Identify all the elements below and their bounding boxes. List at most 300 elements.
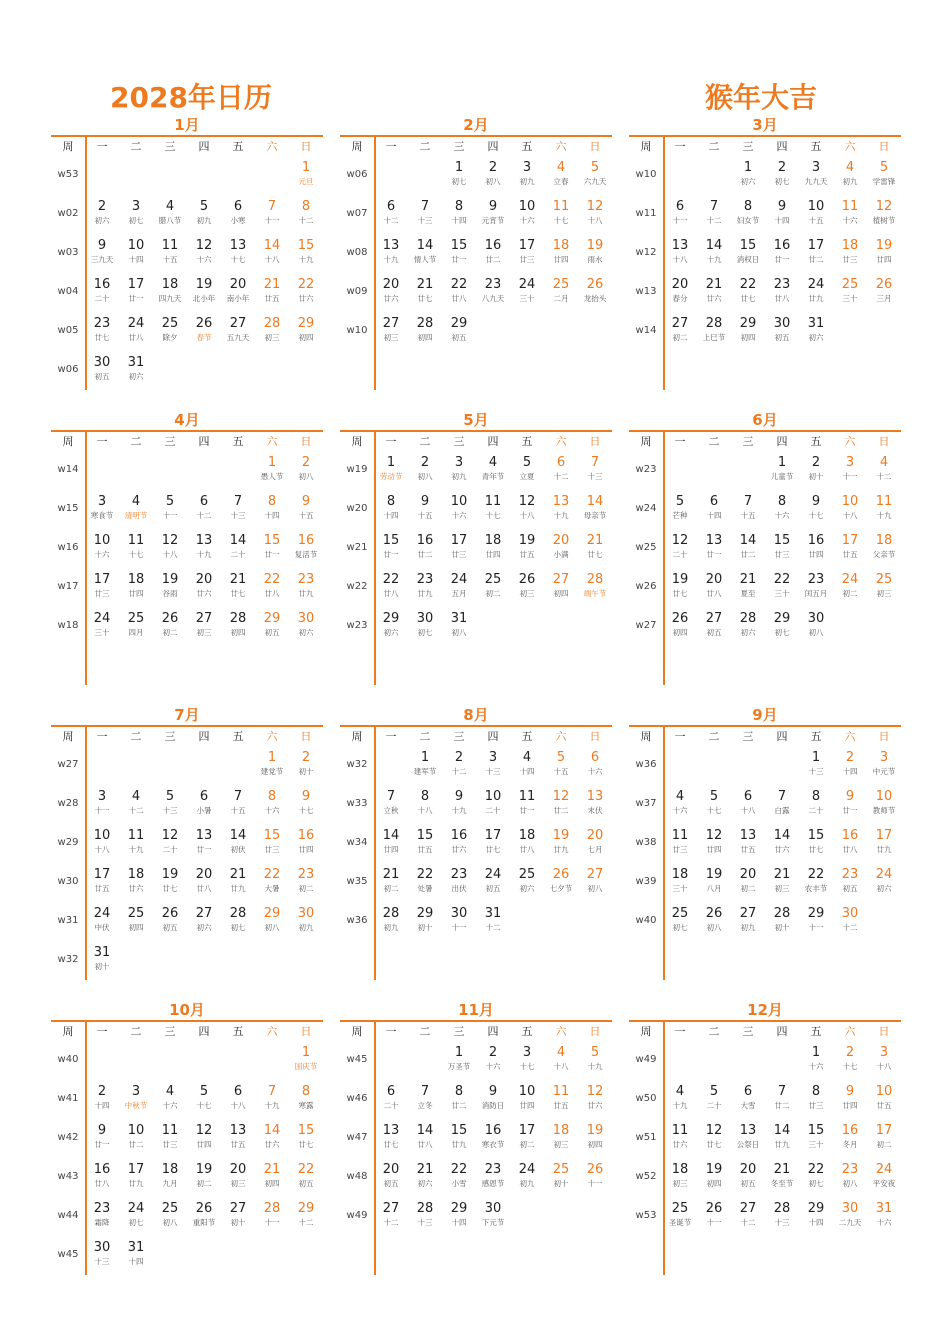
day-number[interactable]: 7: [267, 1084, 277, 1099]
day-number[interactable]: 22: [450, 1162, 468, 1177]
day-number[interactable]: 4: [522, 750, 532, 765]
day-number[interactable]: 9: [488, 1084, 498, 1099]
day-number[interactable]: 19: [161, 572, 179, 587]
day-number[interactable]: 25: [484, 572, 502, 587]
day-number[interactable]: 19: [671, 572, 689, 587]
day-number[interactable]: 24: [93, 611, 111, 626]
day-number[interactable]: 17: [450, 533, 468, 548]
day-number[interactable]: 25: [518, 867, 536, 882]
day-number[interactable]: 20: [671, 277, 689, 292]
day-number[interactable]: 26: [705, 906, 723, 921]
day-number[interactable]: 10: [93, 828, 111, 843]
day-number[interactable]: 17: [518, 1123, 536, 1138]
day-number[interactable]: 11: [161, 1123, 179, 1138]
day-number[interactable]: 2: [301, 750, 311, 765]
day-number[interactable]: 29: [297, 316, 315, 331]
day-number[interactable]: 6: [709, 494, 719, 509]
day-number[interactable]: 28: [263, 1201, 281, 1216]
day-number[interactable]: 20: [586, 828, 604, 843]
day-number[interactable]: 30: [297, 611, 315, 626]
day-number[interactable]: 8: [454, 1084, 464, 1099]
day-number[interactable]: 9: [301, 789, 311, 804]
day-number[interactable]: 14: [263, 1123, 281, 1138]
day-number[interactable]: 8: [811, 1084, 821, 1099]
day-number[interactable]: 15: [450, 1123, 468, 1138]
day-number[interactable]: 1: [420, 750, 430, 765]
day-number[interactable]: 5: [709, 789, 719, 804]
day-number[interactable]: 26: [161, 611, 179, 626]
day-number[interactable]: 4: [675, 789, 685, 804]
day-number[interactable]: 18: [875, 533, 893, 548]
day-number[interactable]: 16: [93, 1162, 111, 1177]
day-number[interactable]: 27: [229, 316, 247, 331]
day-number[interactable]: 13: [671, 238, 689, 253]
day-number[interactable]: 11: [552, 199, 570, 214]
day-number[interactable]: 18: [671, 1162, 689, 1177]
day-number[interactable]: 19: [705, 867, 723, 882]
day-number[interactable]: 30: [297, 906, 315, 921]
day-number[interactable]: 31: [127, 355, 145, 370]
day-number[interactable]: 21: [416, 1162, 434, 1177]
day-number[interactable]: 15: [416, 828, 434, 843]
day-number[interactable]: 29: [297, 1201, 315, 1216]
day-number[interactable]: 21: [229, 867, 247, 882]
day-number[interactable]: 10: [875, 1084, 893, 1099]
day-number[interactable]: 5: [165, 494, 175, 509]
day-number[interactable]: 26: [195, 316, 213, 331]
day-number[interactable]: 4: [556, 1045, 566, 1060]
day-number[interactable]: 26: [671, 611, 689, 626]
day-number[interactable]: 21: [416, 277, 434, 292]
day-number[interactable]: 1: [811, 750, 821, 765]
day-number[interactable]: 30: [450, 906, 468, 921]
day-number[interactable]: 2: [845, 750, 855, 765]
day-number[interactable]: 24: [518, 1162, 536, 1177]
day-number[interactable]: 9: [97, 238, 107, 253]
day-number[interactable]: 6: [590, 750, 600, 765]
day-number[interactable]: 29: [807, 906, 825, 921]
day-number[interactable]: 31: [484, 906, 502, 921]
day-number[interactable]: 25: [127, 611, 145, 626]
day-number[interactable]: 9: [301, 494, 311, 509]
day-number[interactable]: 11: [875, 494, 893, 509]
day-number[interactable]: 14: [382, 828, 400, 843]
day-number[interactable]: 3: [131, 1084, 141, 1099]
day-number[interactable]: 20: [382, 1162, 400, 1177]
day-number[interactable]: 8: [454, 199, 464, 214]
day-number[interactable]: 1: [386, 455, 396, 470]
day-number[interactable]: 1: [301, 160, 311, 175]
day-number[interactable]: 15: [807, 1123, 825, 1138]
day-number[interactable]: 2: [777, 160, 787, 175]
day-number[interactable]: 15: [263, 828, 281, 843]
day-number[interactable]: 24: [875, 1162, 893, 1177]
day-number[interactable]: 14: [263, 238, 281, 253]
day-number[interactable]: 18: [161, 1162, 179, 1177]
day-number[interactable]: 22: [450, 277, 468, 292]
day-number[interactable]: 13: [195, 828, 213, 843]
day-number[interactable]: 17: [127, 277, 145, 292]
day-number[interactable]: 11: [671, 828, 689, 843]
day-number[interactable]: 13: [586, 789, 604, 804]
day-number[interactable]: 27: [382, 316, 400, 331]
day-number[interactable]: 31: [450, 611, 468, 626]
day-number[interactable]: 6: [556, 455, 566, 470]
day-number[interactable]: 16: [841, 1123, 859, 1138]
day-number[interactable]: 6: [386, 199, 396, 214]
day-number[interactable]: 12: [195, 238, 213, 253]
day-number[interactable]: 16: [841, 828, 859, 843]
day-number[interactable]: 20: [739, 867, 757, 882]
day-number[interactable]: 15: [807, 828, 825, 843]
day-number[interactable]: 28: [739, 611, 757, 626]
day-number[interactable]: 2: [301, 455, 311, 470]
day-number[interactable]: 7: [709, 199, 719, 214]
day-number[interactable]: 19: [875, 238, 893, 253]
day-number[interactable]: 29: [807, 1201, 825, 1216]
day-number[interactable]: 22: [263, 867, 281, 882]
day-number[interactable]: 22: [807, 867, 825, 882]
day-number[interactable]: 21: [586, 533, 604, 548]
day-number[interactable]: 27: [671, 316, 689, 331]
day-number[interactable]: 5: [590, 160, 600, 175]
day-number[interactable]: 17: [518, 238, 536, 253]
day-number[interactable]: 29: [773, 611, 791, 626]
day-number[interactable]: 14: [229, 533, 247, 548]
day-number[interactable]: 5: [199, 199, 209, 214]
day-number[interactable]: 1: [267, 750, 277, 765]
day-number[interactable]: 30: [93, 1240, 111, 1255]
day-number[interactable]: 24: [875, 867, 893, 882]
day-number[interactable]: 4: [165, 199, 175, 214]
day-number[interactable]: 2: [488, 1045, 498, 1060]
day-number[interactable]: 13: [705, 533, 723, 548]
day-number[interactable]: 13: [739, 1123, 757, 1138]
day-number[interactable]: 30: [93, 355, 111, 370]
day-number[interactable]: 15: [382, 533, 400, 548]
day-number[interactable]: 14: [416, 1123, 434, 1138]
day-number[interactable]: 9: [777, 199, 787, 214]
day-number[interactable]: 8: [743, 199, 753, 214]
day-number[interactable]: 7: [420, 1084, 430, 1099]
day-number[interactable]: 2: [488, 160, 498, 175]
day-number[interactable]: 24: [518, 277, 536, 292]
day-number[interactable]: 17: [841, 533, 859, 548]
day-number[interactable]: 12: [671, 533, 689, 548]
day-number[interactable]: 21: [263, 277, 281, 292]
day-number[interactable]: 17: [127, 1162, 145, 1177]
day-number[interactable]: 19: [195, 1162, 213, 1177]
day-number[interactable]: 31: [127, 1240, 145, 1255]
day-number[interactable]: 14: [773, 1123, 791, 1138]
day-number[interactable]: 8: [811, 789, 821, 804]
day-number[interactable]: 8: [301, 199, 311, 214]
day-number[interactable]: 27: [229, 1201, 247, 1216]
day-number[interactable]: 29: [450, 316, 468, 331]
day-number[interactable]: 10: [841, 494, 859, 509]
day-number[interactable]: 30: [416, 611, 434, 626]
day-number[interactable]: 21: [739, 572, 757, 587]
day-number[interactable]: 19: [552, 828, 570, 843]
day-number[interactable]: 16: [450, 828, 468, 843]
day-number[interactable]: 30: [484, 1201, 502, 1216]
day-number[interactable]: 17: [484, 828, 502, 843]
day-number[interactable]: 25: [841, 277, 859, 292]
day-number[interactable]: 3: [131, 199, 141, 214]
day-number[interactable]: 6: [743, 1084, 753, 1099]
day-number[interactable]: 30: [841, 1201, 859, 1216]
day-number[interactable]: 11: [127, 533, 145, 548]
day-number[interactable]: 7: [267, 199, 277, 214]
day-number[interactable]: 3: [97, 789, 107, 804]
day-number[interactable]: 17: [807, 238, 825, 253]
day-number[interactable]: 21: [229, 572, 247, 587]
day-number[interactable]: 12: [586, 199, 604, 214]
day-number[interactable]: 4: [131, 789, 141, 804]
day-number[interactable]: 25: [671, 1201, 689, 1216]
day-number[interactable]: 21: [773, 1162, 791, 1177]
day-number[interactable]: 12: [161, 533, 179, 548]
day-number[interactable]: 23: [484, 277, 502, 292]
day-number[interactable]: 18: [552, 1123, 570, 1138]
day-number[interactable]: 21: [382, 867, 400, 882]
day-number[interactable]: 21: [263, 1162, 281, 1177]
day-number[interactable]: 10: [875, 789, 893, 804]
day-number[interactable]: 29: [263, 906, 281, 921]
day-number[interactable]: 3: [97, 494, 107, 509]
day-number[interactable]: 22: [807, 1162, 825, 1177]
day-number[interactable]: 17: [93, 572, 111, 587]
day-number[interactable]: 20: [382, 277, 400, 292]
day-number[interactable]: 24: [127, 316, 145, 331]
day-number[interactable]: 5: [675, 494, 685, 509]
day-number[interactable]: 27: [382, 1201, 400, 1216]
day-number[interactable]: 12: [161, 828, 179, 843]
day-number[interactable]: 25: [552, 1162, 570, 1177]
day-number[interactable]: 13: [229, 238, 247, 253]
day-number[interactable]: 3: [879, 750, 889, 765]
day-number[interactable]: 14: [739, 533, 757, 548]
day-number[interactable]: 1: [267, 455, 277, 470]
day-number[interactable]: 9: [97, 1123, 107, 1138]
day-number[interactable]: 7: [777, 1084, 787, 1099]
day-number[interactable]: 12: [518, 494, 536, 509]
day-number[interactable]: 3: [454, 455, 464, 470]
day-number[interactable]: 3: [522, 160, 532, 175]
day-number[interactable]: 10: [807, 199, 825, 214]
day-number[interactable]: 24: [841, 572, 859, 587]
day-number[interactable]: 23: [416, 572, 434, 587]
day-number[interactable]: 13: [382, 238, 400, 253]
day-number[interactable]: 3: [811, 160, 821, 175]
day-number[interactable]: 25: [875, 572, 893, 587]
day-number[interactable]: 9: [488, 199, 498, 214]
day-number[interactable]: 18: [127, 867, 145, 882]
day-number[interactable]: 7: [777, 789, 787, 804]
day-number[interactable]: 29: [739, 316, 757, 331]
day-number[interactable]: 4: [131, 494, 141, 509]
day-number[interactable]: 10: [450, 494, 468, 509]
day-number[interactable]: 22: [739, 277, 757, 292]
day-number[interactable]: 11: [841, 199, 859, 214]
day-number[interactable]: 18: [671, 867, 689, 882]
day-number[interactable]: 15: [297, 1123, 315, 1138]
day-number[interactable]: 29: [450, 1201, 468, 1216]
day-number[interactable]: 1: [454, 160, 464, 175]
day-number[interactable]: 26: [161, 906, 179, 921]
day-number[interactable]: 22: [297, 1162, 315, 1177]
day-number[interactable]: 22: [382, 572, 400, 587]
day-number[interactable]: 28: [773, 1201, 791, 1216]
day-number[interactable]: 11: [671, 1123, 689, 1138]
day-number[interactable]: 17: [875, 828, 893, 843]
day-number[interactable]: 17: [93, 867, 111, 882]
day-number[interactable]: 30: [807, 611, 825, 626]
day-number[interactable]: 2: [420, 455, 430, 470]
day-number[interactable]: 27: [705, 611, 723, 626]
day-number[interactable]: 24: [807, 277, 825, 292]
day-number[interactable]: 28: [586, 572, 604, 587]
day-number[interactable]: 20: [229, 277, 247, 292]
day-number[interactable]: 12: [705, 1123, 723, 1138]
day-number[interactable]: 3: [488, 750, 498, 765]
day-number[interactable]: 28: [229, 611, 247, 626]
day-number[interactable]: 23: [841, 1162, 859, 1177]
day-number[interactable]: 23: [841, 867, 859, 882]
day-number[interactable]: 16: [773, 238, 791, 253]
day-number[interactable]: 23: [93, 316, 111, 331]
day-number[interactable]: 23: [297, 572, 315, 587]
day-number[interactable]: 16: [93, 277, 111, 292]
day-number[interactable]: 18: [484, 533, 502, 548]
day-number[interactable]: 3: [879, 1045, 889, 1060]
day-number[interactable]: 1: [743, 160, 753, 175]
day-number[interactable]: 26: [705, 1201, 723, 1216]
day-number[interactable]: 24: [93, 906, 111, 921]
day-number[interactable]: 26: [586, 1162, 604, 1177]
day-number[interactable]: 24: [127, 1201, 145, 1216]
day-number[interactable]: 23: [450, 867, 468, 882]
day-number[interactable]: 31: [875, 1201, 893, 1216]
day-number[interactable]: 27: [739, 906, 757, 921]
day-number[interactable]: 20: [229, 1162, 247, 1177]
day-number[interactable]: 7: [420, 199, 430, 214]
day-number[interactable]: 20: [195, 867, 213, 882]
day-number[interactable]: 12: [586, 1084, 604, 1099]
day-number[interactable]: 23: [93, 1201, 111, 1216]
day-number[interactable]: 22: [416, 867, 434, 882]
day-number[interactable]: 17: [875, 1123, 893, 1138]
day-number[interactable]: 3: [522, 1045, 532, 1060]
day-number[interactable]: 30: [841, 906, 859, 921]
day-number[interactable]: 10: [127, 1123, 145, 1138]
day-number[interactable]: 10: [484, 789, 502, 804]
day-number[interactable]: 20: [552, 533, 570, 548]
day-number[interactable]: 16: [297, 828, 315, 843]
day-number[interactable]: 1: [777, 455, 787, 470]
day-number[interactable]: 4: [879, 455, 889, 470]
day-number[interactable]: 19: [586, 1123, 604, 1138]
day-number[interactable]: 18: [518, 828, 536, 843]
day-number[interactable]: 16: [807, 533, 825, 548]
day-number[interactable]: 14: [229, 828, 247, 843]
day-number[interactable]: 5: [709, 1084, 719, 1099]
day-number[interactable]: 8: [301, 1084, 311, 1099]
day-number[interactable]: 11: [127, 828, 145, 843]
day-number[interactable]: 6: [386, 1084, 396, 1099]
day-number[interactable]: 9: [420, 494, 430, 509]
day-number[interactable]: 13: [229, 1123, 247, 1138]
day-number[interactable]: 10: [127, 238, 145, 253]
day-number[interactable]: 14: [586, 494, 604, 509]
day-number[interactable]: 10: [518, 199, 536, 214]
day-number[interactable]: 28: [416, 316, 434, 331]
day-number[interactable]: 6: [199, 789, 209, 804]
day-number[interactable]: 8: [420, 789, 430, 804]
day-number[interactable]: 13: [739, 828, 757, 843]
day-number[interactable]: 18: [161, 277, 179, 292]
day-number[interactable]: 15: [450, 238, 468, 253]
day-number[interactable]: 6: [199, 494, 209, 509]
day-number[interactable]: 7: [590, 455, 600, 470]
day-number[interactable]: 16: [484, 1123, 502, 1138]
day-number[interactable]: 11: [518, 789, 536, 804]
day-number[interactable]: 4: [675, 1084, 685, 1099]
day-number[interactable]: 21: [705, 277, 723, 292]
day-number[interactable]: 12: [875, 199, 893, 214]
day-number[interactable]: 28: [229, 906, 247, 921]
day-number[interactable]: 28: [263, 316, 281, 331]
day-number[interactable]: 2: [811, 455, 821, 470]
day-number[interactable]: 8: [267, 789, 277, 804]
day-number[interactable]: 1: [301, 1045, 311, 1060]
day-number[interactable]: 28: [705, 316, 723, 331]
day-number[interactable]: 14: [705, 238, 723, 253]
day-number[interactable]: 18: [841, 238, 859, 253]
day-number[interactable]: 5: [556, 750, 566, 765]
day-number[interactable]: 8: [267, 494, 277, 509]
day-number[interactable]: 4: [165, 1084, 175, 1099]
day-number[interactable]: 1: [811, 1045, 821, 1060]
day-number[interactable]: 24: [450, 572, 468, 587]
day-number[interactable]: 7: [743, 494, 753, 509]
day-number[interactable]: 8: [386, 494, 396, 509]
day-number[interactable]: 2: [97, 199, 107, 214]
day-number[interactable]: 5: [522, 455, 532, 470]
day-number[interactable]: 16: [297, 533, 315, 548]
day-number[interactable]: 6: [233, 1084, 243, 1099]
day-number[interactable]: 25: [552, 277, 570, 292]
day-number[interactable]: 5: [590, 1045, 600, 1060]
day-number[interactable]: 22: [263, 572, 281, 587]
day-number[interactable]: 26: [586, 277, 604, 292]
day-number[interactable]: 10: [93, 533, 111, 548]
day-number[interactable]: 18: [127, 572, 145, 587]
day-number[interactable]: 24: [484, 867, 502, 882]
day-number[interactable]: 26: [518, 572, 536, 587]
day-number[interactable]: 13: [552, 494, 570, 509]
day-number[interactable]: 23: [297, 867, 315, 882]
day-number[interactable]: 12: [552, 789, 570, 804]
day-number[interactable]: 19: [161, 867, 179, 882]
day-number[interactable]: 2: [97, 1084, 107, 1099]
day-number[interactable]: 7: [233, 789, 243, 804]
day-number[interactable]: 21: [773, 867, 791, 882]
day-number[interactable]: 15: [297, 238, 315, 253]
day-number[interactable]: 23: [773, 277, 791, 292]
day-number[interactable]: 5: [879, 160, 889, 175]
day-number[interactable]: 8: [777, 494, 787, 509]
